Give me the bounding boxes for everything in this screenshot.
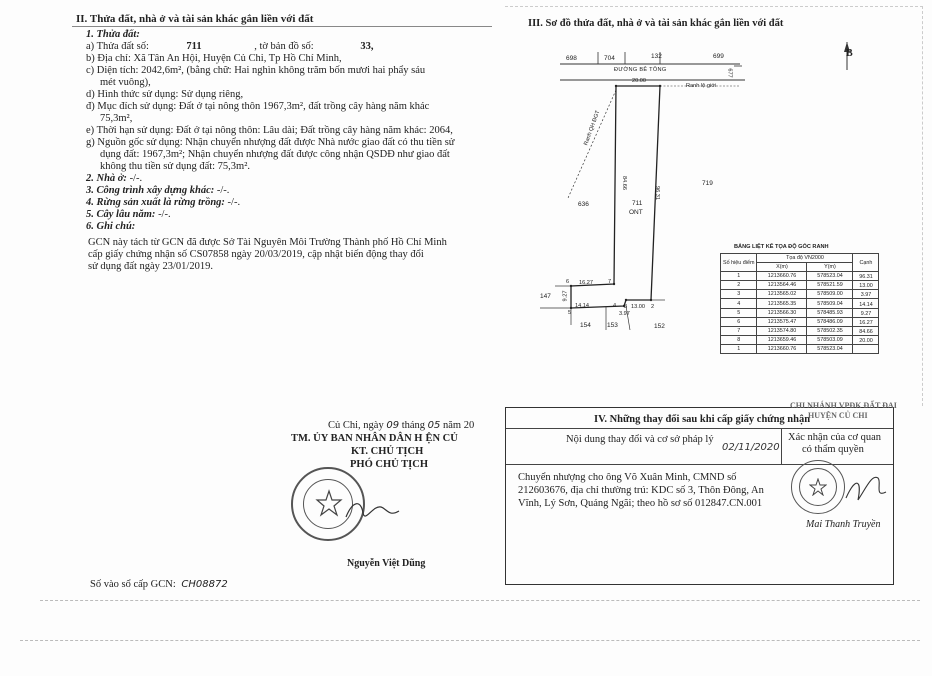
use-purpose-row-cont: 75,3m², (100, 113, 133, 124)
house-value: -/-. (129, 173, 143, 184)
area-row-cont: mét vuông), (100, 77, 151, 88)
note-line-2: cấp giấy chứng nhận số CS07858 ngày 20/03/2019, cập nhật biến động thay đổi (88, 249, 424, 260)
dim-16-27: 16.27 (579, 280, 593, 286)
serial-value: CH08872 (181, 579, 228, 590)
section4-box (505, 407, 894, 585)
perennial-row (86, 209, 455, 221)
map-sheet-value: 33, (360, 41, 374, 52)
map-sheet-label: , tờ bản đồ số: (254, 41, 314, 52)
table-row: 7 1213574.80 578502.35 84.66 (721, 326, 879, 335)
table-row: 1 1213660.76 578523.04 (721, 344, 879, 353)
coord-table (720, 253, 879, 354)
table-row: 2 1213564.46 578521.59 13.00 (721, 281, 879, 290)
coord-header-edge: Cạnh (853, 254, 879, 272)
serial-label: Số vào sổ cấp GCN: (90, 579, 176, 590)
table-row: 8 1213659.46 578503.09 20.00 (721, 335, 879, 344)
agency-stamp (791, 460, 845, 514)
change-line-1: Chuyển nhượng cho ông Võ Xuân Minh, CMND số (518, 472, 737, 483)
section2-title: II. Thửa đất, nhà ở và tài sản khác gắn liền với đất (76, 13, 314, 25)
parcel-info (86, 29, 455, 233)
section4-col2-header-1: Xác nhận của cơ quan (788, 432, 882, 443)
coord-table-wrap (720, 253, 879, 354)
s1-title: 1. Thửa đất: (86, 29, 140, 40)
planning-label: Ranh QH ĐGT (583, 109, 602, 147)
lbl-636: 636 (578, 201, 589, 208)
other-works-label: 3. Công trình xây dựng khác: (86, 185, 215, 196)
coord-table-header (721, 254, 879, 263)
parcel-711-boundary (571, 86, 660, 308)
serial-row (90, 579, 228, 591)
note-line-1: GCN này tách từ GCN đã được Sở Tài Nguyên Môi Trường Thành phố Hồ Chí Minh (88, 237, 447, 248)
change-date: 02/11/2020 (722, 442, 780, 453)
table-row: 3 1213565.02 578509.00 3.97 (721, 290, 879, 299)
area-row: c) Diện tích: 2042,6m², (bằng chữ: Hai nghìn không trăm bốn mươi hai phẩy sáu (86, 65, 426, 76)
section4-header-divider (506, 464, 893, 465)
dim-96-31: 96.31 (654, 186, 660, 200)
road-reserve-label: Ranh lộ giới (686, 83, 717, 89)
table-row: 1 1213660.76 578523.04 96.31 (721, 272, 879, 281)
issue-month-label: tháng (401, 420, 426, 431)
issuer-org: TM. ỦY BAN NHÂN DÂN H ỆN CỦ (291, 433, 458, 444)
lbl-153: 153 (607, 322, 618, 329)
lbl-154: 154 (580, 322, 591, 329)
origin-row-cont2: không thu tiền sử dụng đất: 75,3m². (100, 161, 250, 172)
lbl-698: 698 (566, 55, 577, 62)
use-term-row: e) Thời hạn sử dụng: Đất ở tại nông thôn: Lâu dài; Đất trồng cây hàng năm khác: 2064, (86, 125, 453, 136)
section3-top-line (505, 6, 923, 7)
forest-row (86, 197, 455, 209)
other-works-value: -/-. (216, 185, 230, 196)
issue-month: 05 (427, 420, 441, 431)
origin-row: g) Nguồn gốc sử dụng: Nhận chuyển nhượng đất được Nhà nước giao đất có thu tiền sử (86, 137, 455, 148)
notes-text (88, 237, 447, 273)
other-works-row (86, 185, 455, 197)
dim-3-97: 3.97 (619, 311, 630, 317)
issue-place: Củ Chi, ngày (328, 420, 384, 431)
notes-label: 6. Ghi chú: (86, 221, 136, 232)
coord-table-title: BẢNG LIỆT KÊ TỌA ĐỘ GÓC RANH (734, 244, 829, 250)
lbl-677: 677 (726, 68, 733, 78)
section4-title-divider (506, 428, 893, 429)
forest-value: -/-. (227, 197, 241, 208)
table-row: 5 1213566.30 578485.93 9.27 (721, 308, 879, 317)
pt-2: 2 (651, 304, 655, 310)
use-purpose-row: đ) Mục đích sử dụng: Đất ở tại nông thôn 1967,3m², đất trồng cây hàng năm khác (86, 101, 430, 112)
star-emblem-icon (315, 489, 343, 517)
lbl-132: 132 (651, 53, 662, 60)
address-row: b) Địa chỉ: Xã Tân An Hội, Huyện Củ Chi, Tp Hồ Chí Minh, (86, 53, 342, 64)
stamp-top-text-2: HUYỆN CỦ CHI (808, 411, 868, 420)
section4-col-divider (781, 428, 782, 464)
dim-20-road: 20.00 (632, 78, 646, 84)
pt-7: 7 (608, 279, 612, 285)
stamp-star-icon (809, 478, 827, 496)
right-border-line (922, 6, 923, 406)
note-line-3: sử dụng đất ngày 23/01/2019. (88, 261, 213, 272)
issuer-role: PHÓ CHỦ TỊCH (350, 459, 428, 470)
signature-scribble (343, 495, 403, 525)
stamp-top-text: CHI NHÁNH VPĐK ĐẤT ĐAI (790, 401, 897, 410)
pt-6: 6 (566, 279, 570, 285)
agency-signature (842, 468, 888, 510)
issue-date-line (328, 420, 474, 432)
issue-day: 09 (386, 420, 400, 431)
lbl-152: 152 (654, 323, 665, 330)
lbl-711: 711 (632, 200, 643, 207)
planning-line (568, 90, 616, 198)
pt-4: 4 (613, 303, 617, 309)
pt-3: 3 (624, 304, 628, 310)
lbl-719: 719 (702, 180, 713, 187)
road-name: ĐƯỜNG BÊ TÔNG (614, 67, 667, 73)
section4-col2-header-2: có thẩm quyền (802, 444, 864, 455)
section2-title-underline (72, 26, 492, 27)
scan-artifact-line (20, 640, 920, 641)
change-line-3: Vĩnh, Lý Sơn, Quảng Ngãi; theo hồ sơ số 012847.CN.001 (518, 498, 763, 509)
dim-13-00: 13.00 (631, 304, 645, 310)
parcel-number-value: 711 (186, 41, 202, 52)
scan-artifact-line (40, 600, 920, 601)
table-row: 6 1213575.47 578486.09 16.27 (721, 317, 879, 326)
pt-5: 5 (568, 310, 572, 316)
dim-14-14: 14.14 (575, 303, 589, 309)
dim-84-66: 84.66 (621, 176, 627, 190)
agency-signer: Mai Thanh Truyền (806, 519, 881, 530)
issue-year: năm 20 (443, 420, 475, 431)
lbl-699: 699 (713, 53, 724, 60)
issuer-kt: KT. CHỦ TỊCH (351, 446, 424, 457)
use-form-row: d) Hình thức sử dụng: Sử dụng riêng, (86, 89, 244, 100)
coord-header-x: X(m) (757, 263, 807, 272)
north-label: B (846, 48, 853, 59)
lbl-704: 704 (604, 55, 615, 62)
lbl-ont: ONT (629, 209, 643, 216)
section3-title: III. Sơ đồ thửa đất, nhà ở và tài sản khác gắn liền với đất (528, 18, 784, 29)
perennial-label: 5. Cây lâu năm: (86, 209, 156, 220)
origin-row-cont: dụng đất: 1967,3m²; Nhận chuyển nhượng đất được công nhận QSDĐ như giao đất (100, 149, 450, 160)
coord-header-system: Tọa độ VN2000 (757, 254, 853, 263)
house-label: 2. Nhà ở: (86, 173, 127, 184)
dim-9-27: 9.27 (562, 290, 569, 302)
parcel-number-label: a) Thửa đất số: (86, 41, 149, 52)
coord-header-y: Y(m) (807, 263, 853, 272)
section4-col1-header: Nội dung thay đổi và cơ sở pháp lý (566, 434, 714, 445)
change-content (518, 472, 764, 510)
forest-label: 4. Rừng sản xuất là rừng trồng: (86, 197, 225, 208)
parcel-number-row (86, 41, 455, 53)
perennial-value: -/-. (158, 209, 171, 220)
lbl-147: 147 (540, 293, 551, 300)
house-row (86, 173, 455, 185)
section4-title: IV. Những thay đổi sau khi cấp giấy chứng nhận (594, 414, 811, 425)
coord-header-point: Số hiệu điểm (721, 254, 757, 272)
signer-name: Nguyễn Việt Dũng (347, 558, 426, 569)
change-line-2: 212603676, địa chỉ thường trú: KDC số 3, Thôn Đông, An (518, 485, 764, 496)
table-row: 4 1213565.35 578509.04 14.14 (721, 299, 879, 308)
